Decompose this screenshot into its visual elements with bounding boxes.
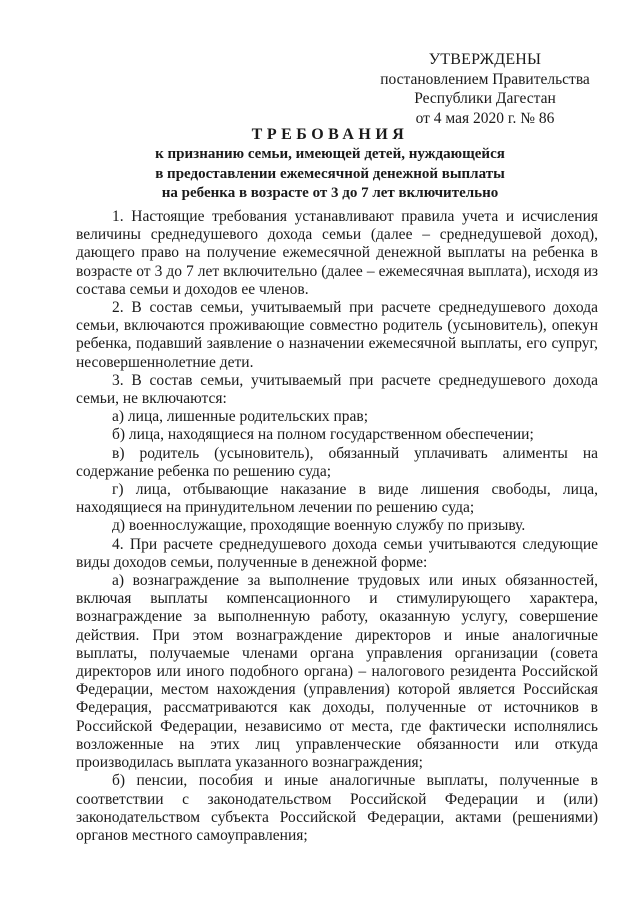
approval-line: Республики Дагестан [414,90,556,107]
document-subtitle-line: к признанию семьи, имеющей детей, нуждающейся [155,146,505,162]
approval-heading: УТВЕРЖДЕНЫ [428,51,542,68]
paragraph-1: 1. Настоящие требования устанавливают правила учета и исчисления величины среднедушевого дохода семьи (далее – среднедушевой доход), дающего право на получение ежемесячной денежной выплаты на ребенка в возрасте от 3 до 7 лет включительно (далее – ежемесячная выплата), исходя из состава семьи и доходов ее членов. [76,208,598,298]
paragraph-4: 4. При расчете среднедушевого дохода семьи учитываются следующие виды доходов семьи, полученные в денежной форме: [76,535,598,571]
list-item-e: д) военнослужащие, проходящие военную службу по призыву. [112,517,526,535]
income-item-b: б) пенсии, пособия и иные аналогичные выплаты, полученные в соответствии с законодательством Российской Федерации и (или) законодательством субъекта Российской Федерации, актами (решениями) органов местного самоуправления; [76,772,598,844]
approval-date: от 4 мая 2020 г. № 86 [415,109,555,127]
list-item-a: а) лица, лишенные родительских прав; [112,408,369,426]
list-item-c: в) родитель (усыновитель), обязанный уплачивать алименты на содержание ребенка по решению суда; [76,444,598,480]
list-item-b: б) лица, находящиеся на полном государственном обеспечении; [112,426,534,444]
document-title: ТРЕБОВАНИЯ [251,126,409,143]
income-item-a: а) вознаграждение за выполнение трудовых или иных обязанностей, включая выплаты компенсационного и стимулирующего характера, вознаграждение за выполненную работу, оказанную услугу, совершение действия. При этом вознаграждение директоров и иные аналогичные выплаты, получаемые членами органа управления организации (совета директоров или иного подобного органа) – налогового резидента Российской Федерации, местом нахождения (управления) которой является Российская Федерация, рассматриваются как доходы, полученные от источников в Российской Федерации, независимо от места, где фактически исполнялись возложенные на этих лиц управленческие обязанности или откуда производилась выплата указанного вознаграждения; [76,572,598,772]
paragraph-3: 3. В состав семьи, учитываемый при расчете среднедушевого дохода семьи, не включаются: [76,371,598,408]
document-title-block [60,125,600,204]
document-subtitle-line: на ребенка в возрасте от 3 до 7 лет включительно [161,185,499,201]
document-body [76,208,598,845]
approval-line: постановлением Правительства [380,70,590,88]
paragraph-2: 2. В состав семьи, учитываемый при расчете среднедушевого дохода семьи, включаются проживающие совместно родитель (усыновитель), опекун ребенка, подавший заявление о назначении ежемесячной выплаты, его супруг, несовершеннолетние дети. [76,299,598,371]
approval-stamp [370,50,600,128]
list-item-d: г) лица, отбывающие наказание в виде лишения свободы, лица, находящиеся на принудительном лечении по решению суда; [76,481,598,517]
document-subtitle-line: в предоставлении ежемесячной денежной выплаты [155,165,505,182]
